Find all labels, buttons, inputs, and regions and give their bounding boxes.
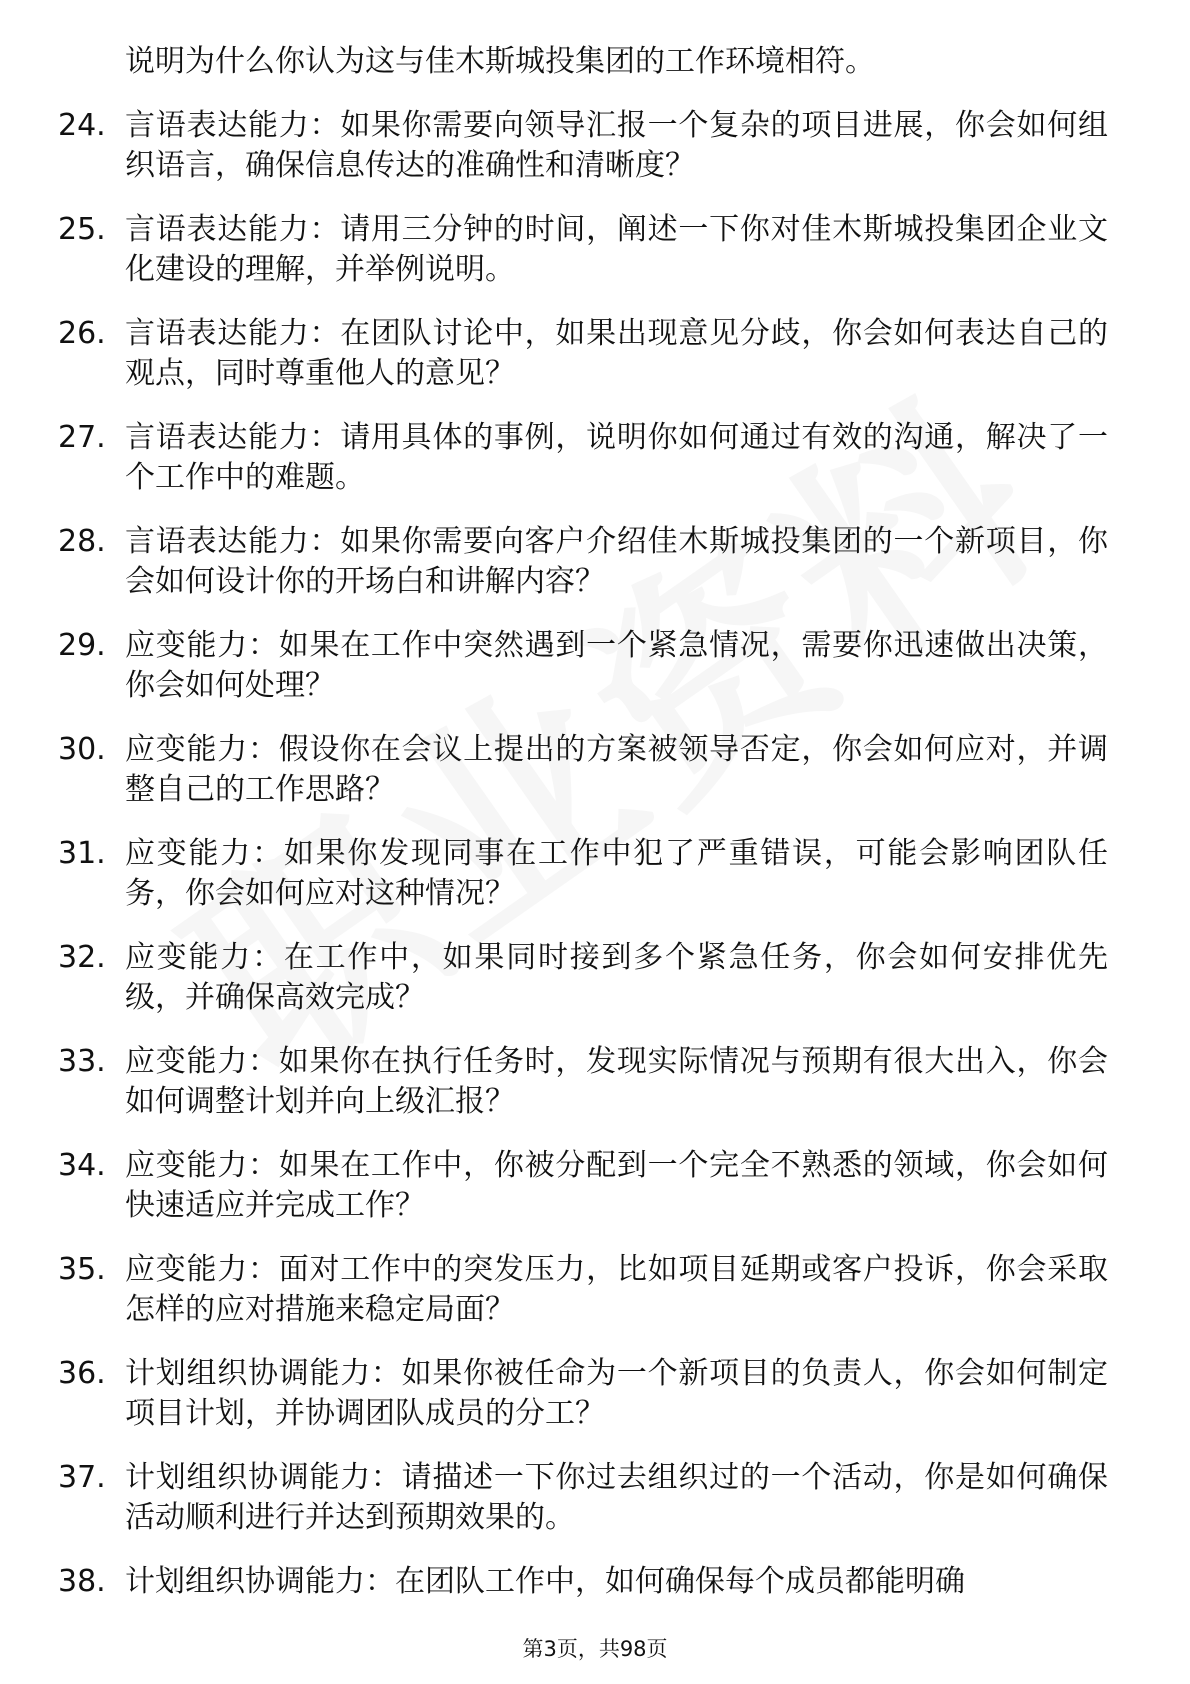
question-text: 计划组织协调能力：如果你被任命为一个新项目的负责人，你会如何制定项目计划，并协调团队成员的分工？	[125, 1356, 1108, 1431]
question-number: 30.	[58, 732, 106, 767]
question-item	[58, 1042, 1108, 1122]
question-text: 应变能力：假设你在会议上提出的方案被领导否定，你会如何应对，并调整自己的工作思路？	[125, 732, 1108, 807]
question-number: 36.	[58, 1356, 106, 1391]
question-list	[58, 42, 1108, 1626]
question-item	[58, 1250, 1108, 1330]
question-item	[58, 730, 1108, 810]
question-text: 计划组织协调能力：请描述一下你过去组织过的一个活动，你是如何确保活动顺利进行并达到预期效果的。	[125, 1460, 1108, 1535]
question-text: 言语表达能力：如果你需要向客户介绍佳木斯城投集团的一个新项目，你会如何设计你的开场白和讲解内容？	[125, 524, 1108, 599]
question-number: 33.	[58, 1044, 106, 1079]
question-number: 35.	[58, 1252, 106, 1287]
continuation-text: 说明为什么你认为这与佳木斯城投集团的工作环境相符。	[125, 44, 875, 79]
question-number: 27.	[58, 420, 106, 455]
question-text: 应变能力：在工作中，如果同时接到多个紧急任务，你会如何安排优先级，并确保高效完成？	[125, 940, 1108, 1015]
question-text: 计划组织协调能力：在团队工作中，如何确保每个成员都能明确	[125, 1564, 965, 1599]
question-item	[58, 938, 1108, 1018]
question-item	[58, 626, 1108, 706]
question-text: 应变能力：如果在工作中突然遇到一个紧急情况，需要你迅速做出决策，你会如何处理？	[125, 628, 1108, 703]
question-text: 言语表达能力：如果你需要向领导汇报一个复杂的项目进展，你会如何组织语言，确保信息传达的准确性和清晰度？	[125, 108, 1108, 183]
question-text: 应变能力：如果在工作中，你被分配到一个完全不熟悉的领域，你会如何快速适应并完成工作？	[125, 1148, 1108, 1223]
question-number: 31.	[58, 836, 106, 871]
question-item	[58, 1146, 1108, 1226]
question-item	[58, 106, 1108, 186]
question-text: 言语表达能力：请用三分钟的时间，阐述一下你对佳木斯城投集团企业文化建设的理解，并举例说明。	[125, 212, 1108, 287]
question-text: 应变能力：面对工作中的突发压力，比如项目延期或客户投诉，你会采取怎样的应对措施来稳定局面？	[125, 1252, 1108, 1327]
question-text: 言语表达能力：请用具体的事例，说明你如何通过有效的沟通，解决了一个工作中的难题。	[125, 420, 1108, 495]
question-number: 37.	[58, 1460, 106, 1495]
question-number: 26.	[58, 316, 106, 351]
question-number: 25.	[58, 212, 106, 247]
question-number: 28.	[58, 524, 106, 559]
page-footer: 第3页，共98页	[522, 1637, 668, 1661]
question-number: 38.	[58, 1564, 106, 1599]
question-number: 24.	[58, 108, 106, 143]
question-item	[58, 210, 1108, 290]
question-item	[58, 1354, 1108, 1434]
question-text: 言语表达能力：在团队讨论中，如果出现意见分歧，你会如何表达自己的观点，同时尊重他人的意见？	[125, 316, 1108, 391]
question-text: 应变能力：如果你发现同事在工作中犯了严重错误，可能会影响团队任务，你会如何应对这种情况？	[125, 836, 1108, 911]
question-number: 32.	[58, 940, 106, 975]
question-number: 29.	[58, 628, 106, 663]
question-item	[58, 314, 1108, 394]
question-item	[58, 522, 1108, 602]
question-item	[58, 834, 1108, 914]
question-item	[58, 418, 1108, 498]
question-item	[58, 1562, 1108, 1602]
question-number: 34.	[58, 1148, 106, 1183]
question-item	[58, 1458, 1108, 1538]
question-text: 应变能力：如果你在执行任务时，发现实际情况与预期有很大出入，你会如何调整计划并向上级汇报？	[125, 1044, 1108, 1119]
